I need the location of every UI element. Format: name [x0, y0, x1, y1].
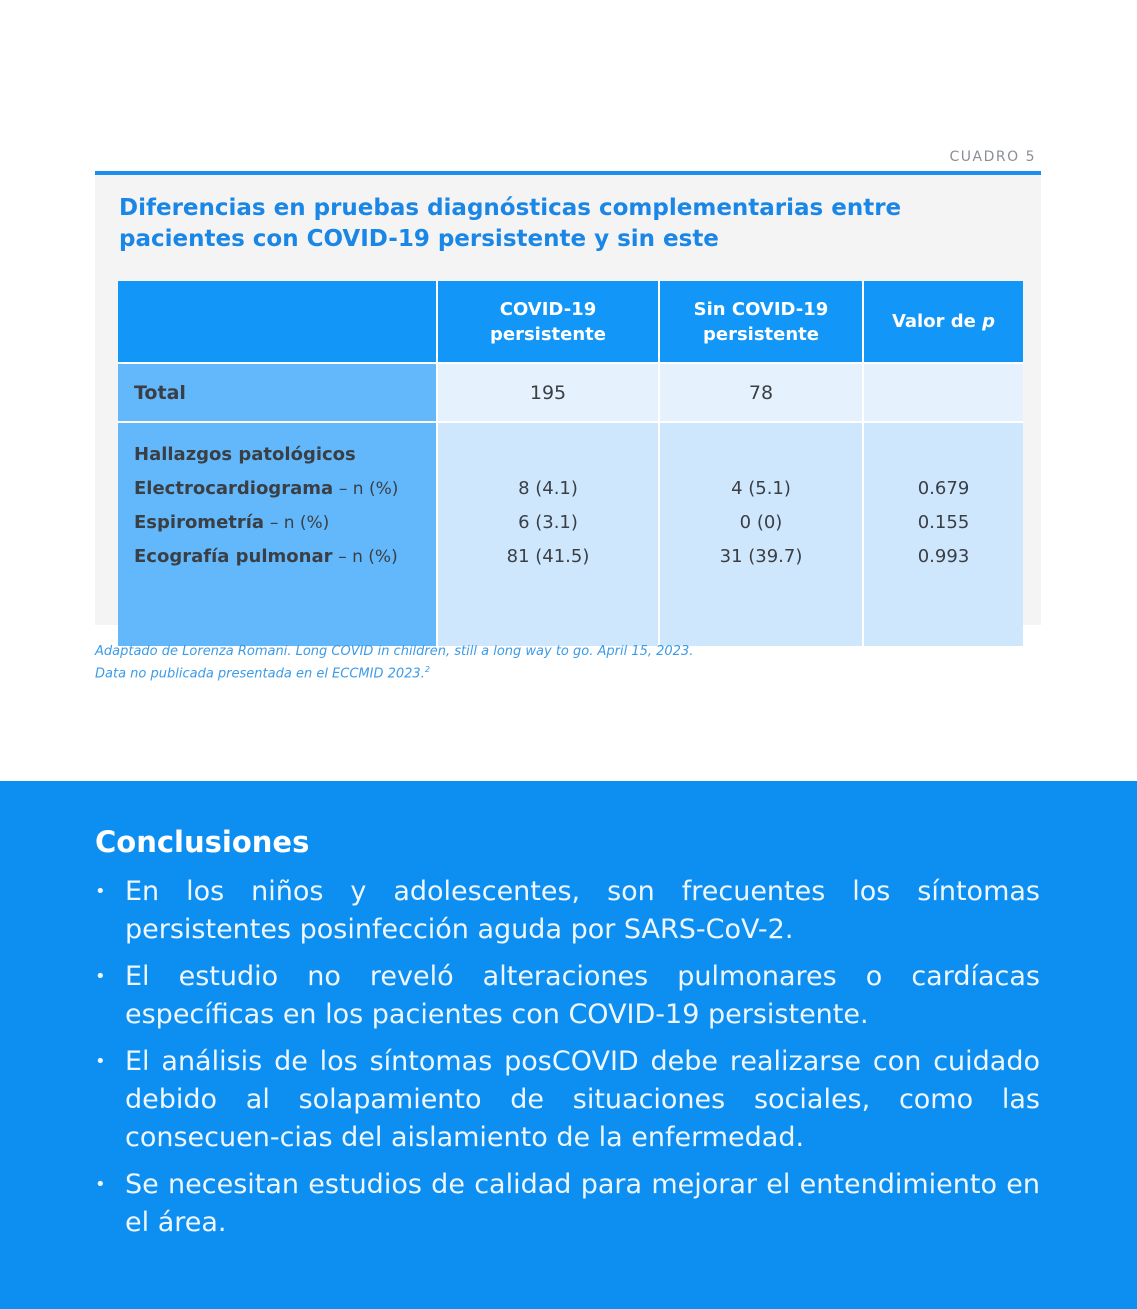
cell-espirometria-covid: 6 (3.1) [518, 512, 578, 533]
source-reference: 2 [424, 665, 430, 674]
table-header-row [118, 281, 1023, 363]
figure-label: CUADRO 5 [949, 149, 1036, 165]
conclusions-list [95, 873, 1040, 1251]
conclusions-title: Conclusiones [95, 825, 310, 859]
cell-ecografia-p: 0.993 [917, 546, 970, 567]
list-item: • El análisis de los síntomas posCOVID debe realizarse con cuidado debido al solapamiento de situaciones sociales, como las consecuen-cias del aislamiento de la enfermedad. [95, 1043, 1040, 1157]
list-item: • El estudio no reveló alteraciones pulmonares o cardíacas específicas en los pacientes con COVID-19 persistente. [95, 958, 1040, 1034]
source-line-2: Data no publicada presentada en el ECCMID 2023.$^2$ [95, 665, 430, 682]
source-line-1: Adaptado de Lorenza Romani. Long COVID in children, still a long way to go. April 15, 2023. [95, 644, 694, 659]
conclusions-section [0, 781, 1137, 1309]
row-label-espirometria: Espirometría – n (%) [134, 512, 330, 533]
total-sin-covid: 78 [659, 363, 863, 422]
cell-espirometria-sin-covid: 0 (0) [739, 512, 783, 533]
findings-row [118, 422, 1023, 646]
total-p [863, 363, 1023, 422]
bullet-icon: • [95, 1051, 106, 1072]
header-sin-covid: Sin COVID-19 persistente [659, 281, 863, 363]
findings-heading: Hallazgos patológicos [134, 444, 356, 465]
list-item: • En los niños y adolescentes, son frecuentes los síntomas persistentes posinfección aguda por SARS-CoV-2. [95, 873, 1040, 949]
findings-p [863, 422, 1023, 646]
cell-ecg-p: 0.679 [917, 478, 970, 499]
source-note [95, 643, 795, 683]
row-label-ecografia: Ecografía pulmonar – n (%) [134, 546, 398, 567]
bullet-icon: • [95, 881, 106, 902]
findings-covid [437, 422, 659, 646]
cell-espirometria-p: 0.155 [917, 512, 970, 533]
table-title: Diferencias en pruebas diagnósticas complementarias entre pacientes con COVID-19 persistente y sin este [119, 195, 902, 252]
list-item: • Se necesitan estudios de calidad para mejorar el entendimiento en el área. [95, 1166, 1040, 1242]
cell-ecografia-sin-covid: 31 (39.7) [719, 546, 803, 567]
header-p-prefix: Valor de [891, 311, 976, 332]
bullet-icon: • [95, 1174, 106, 1195]
total-label: Total [118, 363, 437, 422]
table-panel [95, 171, 1041, 625]
row-label-ecg: Electrocardiograma – n (%) [134, 478, 399, 499]
header-cell-empty [118, 281, 437, 363]
total-row [118, 363, 1023, 422]
header-covid: COVID-19 persistente [437, 281, 659, 363]
header-p-symbol: p [982, 311, 996, 332]
bullet-icon: • [95, 966, 106, 987]
cell-ecg-sin-covid: 4 (5.1) [731, 478, 791, 499]
cell-ecografia-covid: 81 (41.5) [506, 546, 590, 567]
findings-sin-covid [659, 422, 863, 646]
header-p-value [863, 281, 1023, 363]
total-covid: 195 [437, 363, 659, 422]
data-table [118, 281, 1023, 646]
findings-labels [118, 422, 437, 646]
cell-ecg-covid: 8 (4.1) [518, 478, 578, 499]
